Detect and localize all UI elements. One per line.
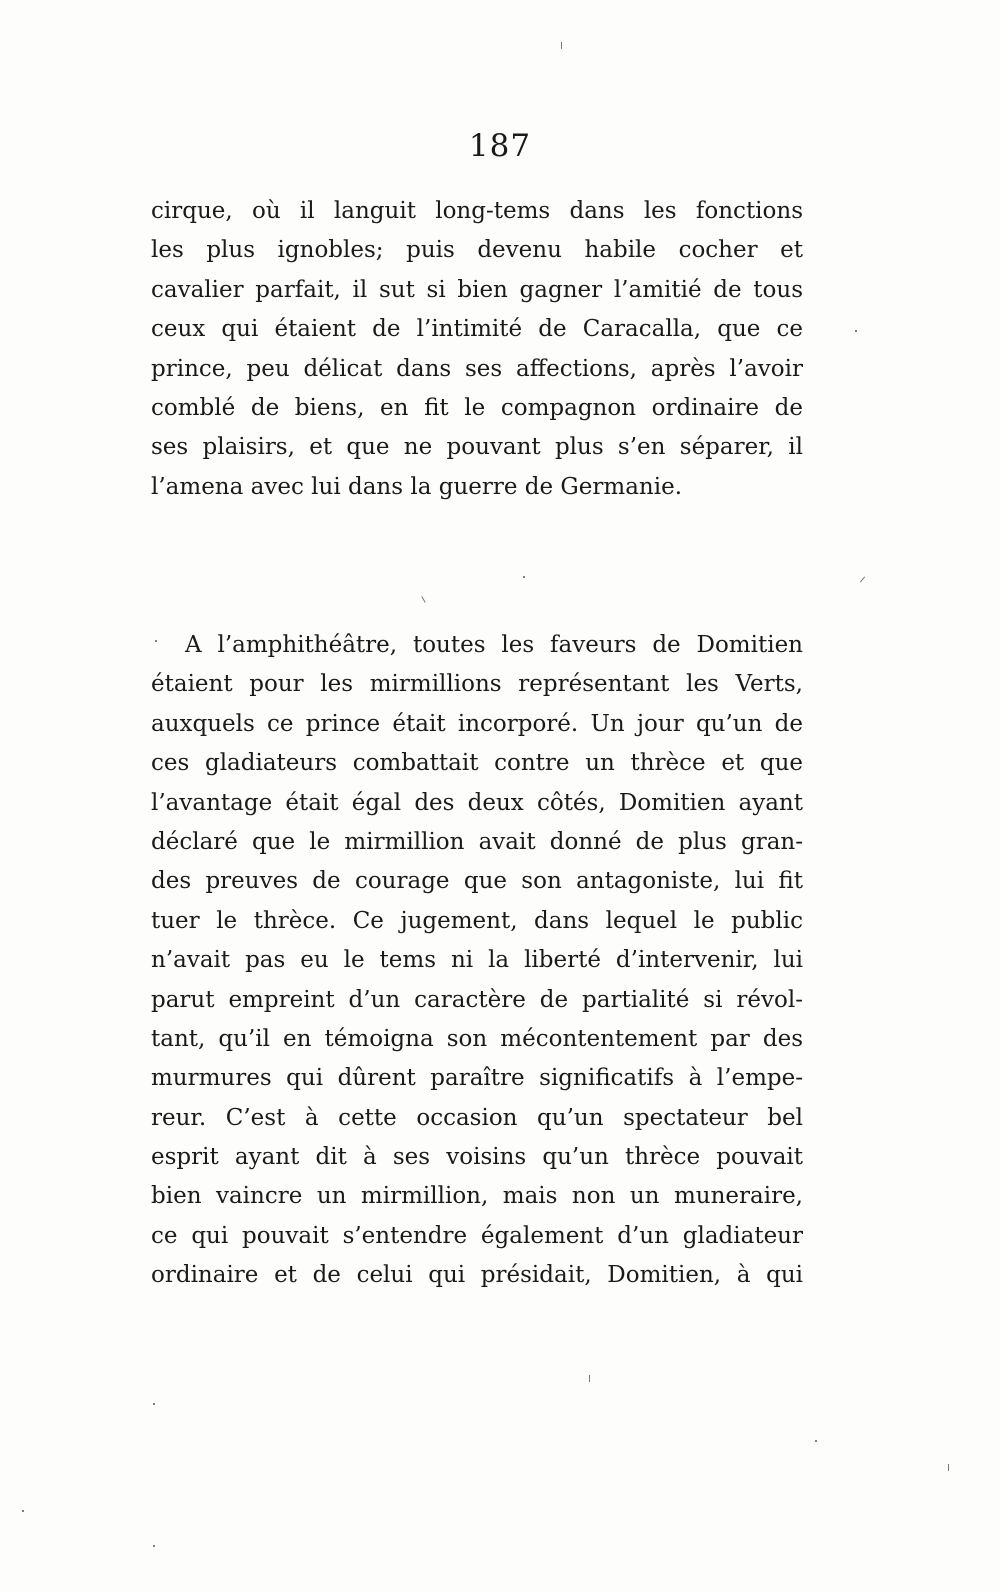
text-line: murmures qui dûrent paraître significatifs à l’empe- — [151, 1065, 803, 1092]
scan-speck — [155, 640, 157, 642]
text-line: ce qui pouvait s’entendre également d’un gladiateur — [151, 1222, 803, 1249]
text-line: déclaré que le mirmillion avait donné de plus gran- — [151, 828, 803, 855]
text-line: des preuves de courage que son antagoniste, lui fit — [151, 868, 803, 895]
scan-speck — [523, 576, 525, 578]
text-line: l’avantage était égal des deux côtés, Domitien ayant — [151, 789, 803, 816]
scan-speck — [855, 330, 857, 332]
text-line: cirque, où il languit long-tems dans les fonctions — [151, 198, 803, 224]
text-line: ordinaire et de celui qui présidait, Domitien, à qui — [151, 1262, 803, 1289]
scan-speck — [22, 1510, 24, 1512]
page-number: 187 — [468, 128, 532, 164]
scan-speck — [153, 1545, 155, 1547]
text-line: étaient pour les mirmillions représentant les Verts, — [151, 671, 803, 698]
scan-speck — [153, 1403, 155, 1405]
text-line: n’avait pas eu le tems ni la liberté d’intervenir, lui — [151, 947, 803, 974]
text-line: l’amena avec lui dans la guerre de Germanie. — [151, 473, 683, 500]
paragraph-1 — [151, 192, 803, 507]
text-line: reur. C’est à cette occasion qu’un spectateur bel — [151, 1104, 803, 1131]
text-line: comblé de biens, en fit le compagnon ordinaire de — [151, 394, 803, 421]
text-line: les plus ignobles; puis devenu habile cocher et — [151, 237, 803, 264]
text-line: tant, qu’il en témoigna son mécontentement par des — [151, 1025, 803, 1052]
text-line: ceux qui étaient de l’intimité de Caracalla, que ce — [151, 316, 803, 343]
text-line: esprit ayant dit à ses voisins qu’un thrèce pouvait — [151, 1144, 803, 1171]
scan-mark — [421, 596, 425, 603]
text-line: A l’amphithéâtre, toutes les faveurs de Domitien — [185, 632, 803, 658]
text-line: tuer le thrèce. Ce jugement, dans lequel le public — [151, 907, 803, 934]
scan-mark — [589, 1375, 590, 1382]
text-line: ses plaisirs, et que ne pouvant plus s’en séparer, il — [151, 434, 803, 461]
scan-mark — [561, 42, 562, 49]
paragraph-2 — [151, 626, 803, 1296]
scan-speck — [815, 1440, 817, 1442]
text-line: ces gladiateurs combattait contre un thrèce et que — [151, 750, 803, 777]
text-line: prince, peu délicat dans ses affections, après l’avoir — [151, 355, 803, 382]
scan-mark — [948, 1464, 949, 1471]
text-line: parut empreint d’un caractère de partialité si révol- — [151, 986, 803, 1013]
text-line: cavalier parfait, il sut si bien gagner l’amitié de tous — [151, 276, 803, 303]
text-line: bien vaincre un mirmillion, mais non un muneraire, — [151, 1183, 803, 1210]
text-line: auxquels ce prince était incorporé. Un jour qu’un de — [151, 710, 803, 737]
scan-mark — [860, 576, 865, 582]
